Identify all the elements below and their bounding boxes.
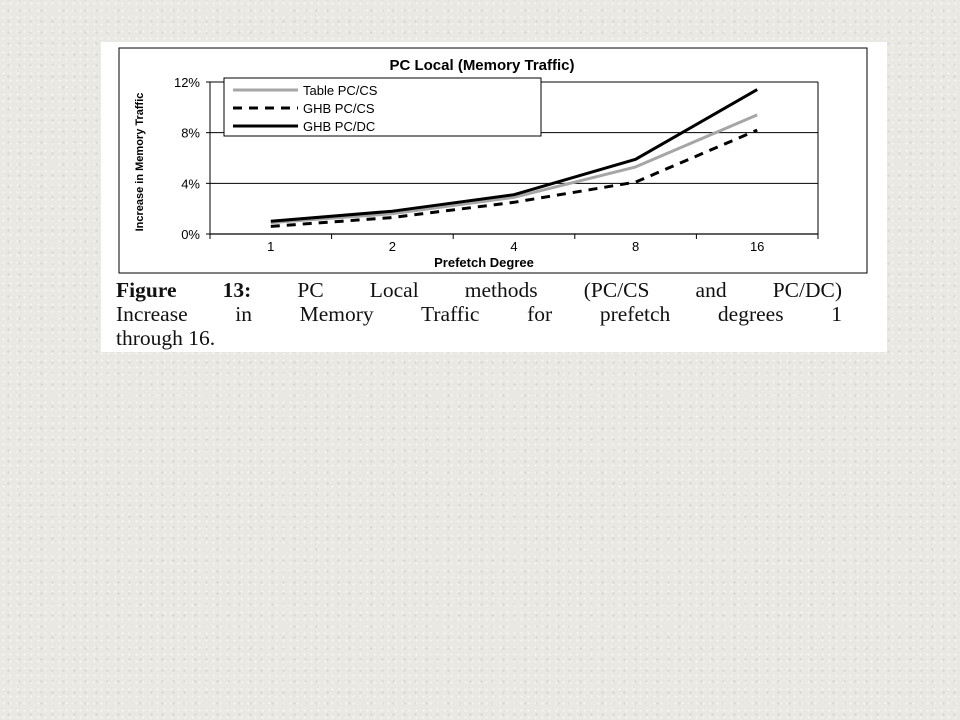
caption-line-3: through 16.	[116, 326, 216, 350]
y-axis-label: Increase in Memory Traffic	[134, 92, 146, 232]
legend-label-1: Table PC/CS	[303, 83, 378, 98]
caption-text-1: PC Local methods (PC/CS and PC/DC)	[297, 278, 842, 302]
caption-line-2: Increase in Memory Traffic for prefetch degrees 1	[116, 302, 842, 326]
figure-caption	[116, 278, 842, 350]
x-tick-label: 8	[631, 239, 640, 254]
x-tick-label: 16	[749, 239, 765, 254]
x-tick-label: 1	[267, 239, 275, 254]
legend-label-3: GHB PC/DC	[303, 119, 376, 134]
chart-title: PC Local (Memory Traffic)	[389, 57, 575, 74]
legend-label-2: GHB PC/CS	[303, 101, 375, 116]
y-tick-label: 8%	[181, 125, 200, 141]
x-tick-label: 4	[510, 239, 518, 254]
caption-line-1	[116, 278, 842, 302]
y-tick-label: 4%	[181, 176, 200, 192]
y-tick-label: 0%	[181, 227, 200, 242]
figure-card	[101, 42, 887, 352]
figure-label: Figure 13:	[116, 278, 252, 302]
x-axis-label: Prefetch Degree	[434, 255, 534, 270]
y-tick-label: 12%	[173, 75, 200, 90]
line-chart	[101, 42, 887, 278]
x-tick-label: 2	[388, 239, 397, 254]
